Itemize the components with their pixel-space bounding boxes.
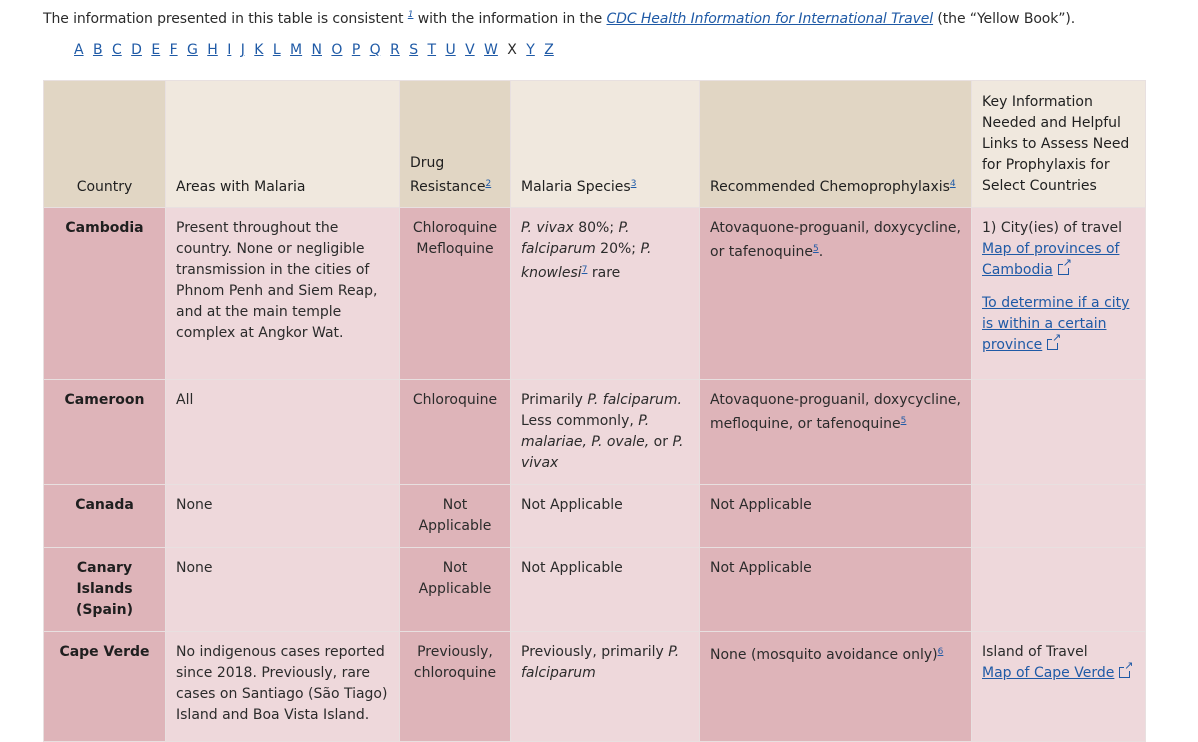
alphabet-item (445, 40, 455, 60)
species-name: P. vivax (521, 434, 684, 471)
alphabet-link-j[interactable]: J (240, 42, 245, 58)
header-chemoprophylaxis (700, 81, 972, 208)
map-provinces-cambodia-link[interactable] (982, 241, 1119, 278)
drug-cell: Previously, chloroquine (400, 632, 511, 742)
alphabet-link-p[interactable]: P (351, 42, 361, 58)
alphabet-link-e[interactable]: E (151, 42, 161, 58)
alphabet-item (170, 40, 178, 60)
key-info-cell (972, 208, 1146, 380)
species-text: Previously, primarily (521, 644, 669, 660)
country-cell: Cameroon (44, 380, 166, 485)
alphabet-item (526, 40, 535, 60)
areas-cell: None (166, 485, 400, 548)
chemo-text-end: . (818, 244, 824, 260)
drug-cell (400, 208, 511, 380)
alphabet-item (331, 40, 342, 60)
alphabet-item (352, 40, 360, 60)
alphabet-item (131, 40, 142, 60)
intro-text-before: The information presented in this table is consistent (43, 11, 404, 27)
alphabet-link-a[interactable]: A (74, 42, 84, 58)
alphabet-item (112, 40, 122, 60)
alphabet-link-c[interactable]: C (111, 42, 122, 58)
areas-cell: Present throughout the country. None or negligible transmission in the cities of Phnom Penh and Siem Reap, and at the main temple complex at Angkor Wat. (166, 208, 400, 380)
malaria-table (43, 80, 1146, 742)
chemo-text: Atovaquone-proguanil, doxycycline, or tafenoquine (710, 220, 961, 260)
chemo-text: Atovaquone-proguanil, doxycycline, mefloquine, or tafenoquine (710, 392, 961, 432)
areas-cell: All (166, 380, 400, 485)
alphabet-link-k[interactable]: K (254, 42, 264, 58)
species-cell: Not Applicable (511, 485, 700, 548)
species-text: 20%; (595, 241, 641, 257)
alphabet-item (312, 40, 322, 60)
header-row (44, 81, 1146, 208)
drug-line: Mefloquine (416, 241, 494, 257)
alphabet-item (273, 40, 281, 60)
external-link-icon (1119, 667, 1130, 678)
external-link-icon (1047, 339, 1058, 350)
table-row-canada (44, 485, 1146, 548)
alphabet-item (151, 40, 160, 60)
alphabet-link-h[interactable]: H (207, 42, 218, 58)
chemo-cell: Not Applicable (700, 485, 972, 548)
alphabet-link-r[interactable]: R (390, 42, 400, 58)
city-province-link[interactable] (982, 295, 1129, 353)
species-text: Less commonly, (521, 413, 639, 429)
footnote-5-link[interactable]: 5 (812, 244, 819, 254)
species-name: P. falciparum (521, 220, 630, 257)
alphabet-item (427, 40, 436, 60)
drug-line: Chloroquine (412, 220, 498, 236)
alphabet-link-m[interactable]: M (290, 42, 303, 58)
alphabet-item (544, 40, 554, 60)
species-cell: Not Applicable (511, 548, 700, 632)
footnote-7-link[interactable]: 7 (581, 265, 588, 275)
species-text: 80%; (573, 220, 619, 236)
species-name: P. knowlesi (521, 241, 652, 281)
yellow-book-link[interactable]: CDC Health Information for International Travel (606, 11, 934, 27)
footnote-1-link[interactable]: 1 (407, 10, 414, 20)
footnote-3-link[interactable]: 3 (630, 179, 637, 189)
key-info-cell (972, 485, 1146, 548)
alphabet-item (241, 40, 245, 60)
table-row-cambodia (44, 208, 1146, 380)
alphabet-link-v[interactable]: V (465, 42, 475, 58)
alphabet-link-y[interactable]: Y (526, 42, 535, 58)
drug-cell: Chloroquine (400, 380, 511, 485)
alphabet-item (465, 40, 475, 60)
alphabet-nav (74, 40, 563, 60)
header-country: Country (44, 81, 166, 208)
alphabet-item (290, 40, 302, 60)
alphabet-item (93, 40, 103, 60)
intro-text (43, 5, 1075, 29)
header-drug-resistance (400, 81, 511, 208)
alphabet-link-g[interactable]: G (187, 42, 198, 58)
species-text: rare (587, 265, 621, 281)
alphabet-link-z[interactable]: Z (544, 42, 554, 58)
table-row-cameroon (44, 380, 1146, 485)
alphabet-item (187, 40, 198, 60)
alphabet-item (254, 40, 263, 60)
footnote-4-link[interactable]: 4 (949, 179, 956, 189)
header-species (511, 81, 700, 208)
intro-text-after: (the “Yellow Book”). (937, 11, 1076, 27)
country-cell: Canada (44, 485, 166, 548)
alphabet-link-f[interactable]: F (169, 42, 178, 58)
alphabet-link-u[interactable]: U (445, 42, 456, 58)
species-text: Primarily (521, 392, 588, 408)
species-cell (511, 632, 700, 742)
drug-cell: Not Applicable (400, 485, 511, 548)
alphabet-current-x: X (507, 42, 517, 58)
key-info-text: Island of Travel (982, 644, 1088, 660)
alphabet-link-w[interactable]: W (484, 42, 498, 58)
areas-cell: None (166, 548, 400, 632)
country-cell: Cambodia (44, 208, 166, 380)
species-name: P. falciparum (521, 644, 680, 681)
species-cell (511, 380, 700, 485)
key-info-cell (972, 380, 1146, 485)
alphabet-item (227, 40, 231, 60)
species-cell (511, 208, 700, 380)
footnote-2-link[interactable]: 2 (485, 179, 492, 189)
alphabet-link-b[interactable]: B (92, 42, 103, 58)
header-areas: Areas with Malaria (166, 81, 400, 208)
map-cape-verde-link[interactable] (982, 665, 1130, 681)
species-name: P. malariae, P. ovale, (521, 413, 650, 450)
alphabet-link-i[interactable]: I (227, 42, 232, 58)
key-info-text: 1) City(ies) of travel (982, 220, 1122, 236)
link-text: Map of Cape Verde (982, 665, 1115, 681)
alphabet-link-q[interactable]: Q (369, 42, 381, 58)
drug-cell: Not Applicable (400, 548, 511, 632)
alphabet-link-l[interactable]: L (272, 42, 281, 58)
link-text: Map of provinces of Cambodia (982, 241, 1120, 278)
link-text: To determine if a city is within a certain province (982, 295, 1130, 353)
species-name: P. falciparum. (587, 392, 682, 408)
alphabet-link-t[interactable]: T (427, 42, 437, 58)
alphabet-item (74, 40, 84, 60)
alphabet-item (484, 40, 498, 60)
alphabet-item (370, 40, 381, 60)
chemo-cell (700, 208, 972, 380)
country-cell: Canary Islands (Spain) (44, 548, 166, 632)
chemo-cell (700, 632, 972, 742)
key-info-cell (972, 632, 1146, 742)
alphabet-item (390, 40, 400, 60)
table-row-cape-verde (44, 632, 1146, 742)
footnote-5-link[interactable]: 5 (900, 416, 907, 426)
chemo-cell (700, 380, 972, 485)
header-drug-label: Drug Resistance (410, 155, 486, 195)
header-key-information: Key Information Needed and Helpful Links to Assess Need for Prophylaxis for Select Countries (972, 81, 1146, 208)
external-link-icon (1058, 264, 1069, 275)
key-info-cell (972, 548, 1146, 632)
header-chemo-label: Recommended Chemoprophylaxis (710, 179, 950, 195)
alphabet-link-s[interactable]: S (409, 42, 419, 58)
alphabet-link-o[interactable]: O (331, 42, 343, 58)
table-row-canary-islands (44, 548, 1146, 632)
chemo-text: None (mosquito avoidance only) (710, 647, 938, 663)
country-cell: Cape Verde (44, 632, 166, 742)
chemo-cell: Not Applicable (700, 548, 972, 632)
footnote-6-link[interactable]: 6 (937, 647, 944, 657)
alphabet-item (207, 40, 218, 60)
species-name: P. vivax (521, 220, 574, 236)
alphabet-item (409, 40, 418, 60)
areas-cell: No indigenous cases reported since 2018. Previously, rare cases on Santiago (São Tiago) Island and Boa Vista Island. (166, 632, 400, 742)
intro-text-middle: with the information in the (417, 11, 603, 27)
species-text: or (649, 434, 673, 450)
alphabet-link-n[interactable]: N (311, 42, 322, 58)
alphabet-link-d[interactable]: D (131, 42, 142, 58)
header-species-label: Malaria Species (521, 179, 631, 195)
